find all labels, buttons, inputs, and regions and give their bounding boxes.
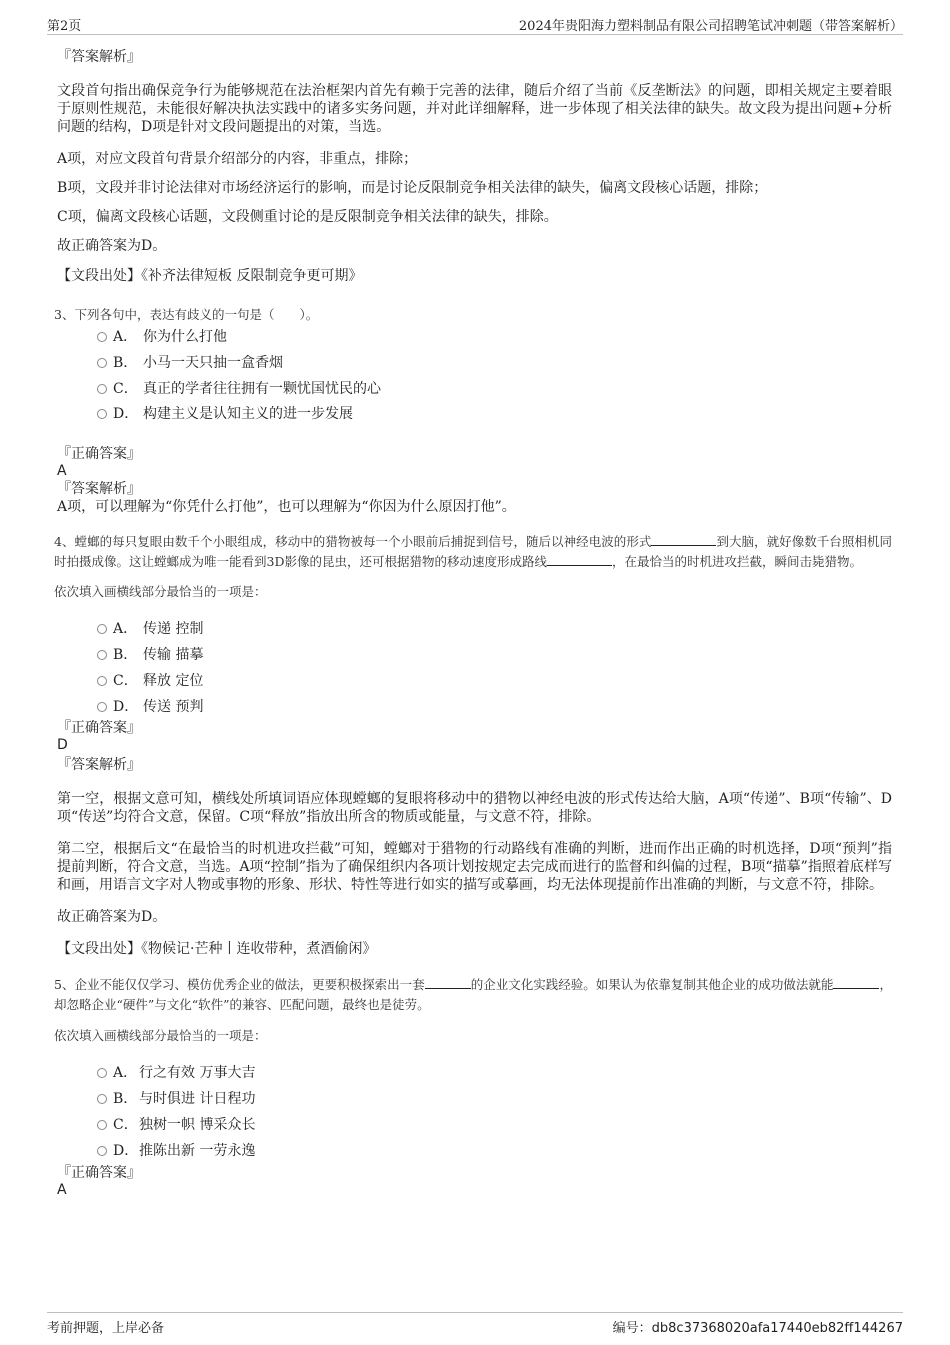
q3-answer: A (57, 463, 67, 480)
radio-button[interactable] (97, 1146, 107, 1156)
q4-answer-label: 『正确答案』 (57, 720, 141, 737)
radio-button[interactable] (97, 676, 107, 686)
q4-option-d[interactable]: D． 传送 预判 (57, 696, 892, 722)
radio-button[interactable] (97, 624, 107, 634)
q4-options (57, 618, 892, 721)
q5-option-d[interactable]: D．推陈出新 一劳永逸 (57, 1140, 892, 1166)
q4-option-b[interactable]: B． 传输 描摹 (57, 644, 892, 670)
q4-prompt: 依次填入画横线部分最恰当的一项是： (54, 584, 267, 600)
q4-option-a[interactable]: A． 传递 控制 (57, 618, 892, 644)
fill-blank (425, 975, 471, 989)
document-code: 编号：db8c37368020afa17440eb82ff144267 (612, 1321, 903, 1336)
q3-analysis: A项，可以理解为“你凭什么打他”，也可以理解为“你因为什么原因打他”。 (57, 499, 516, 516)
q3-option-a[interactable]: A． 你为什么打他 (57, 326, 892, 352)
q5-answer-label: 『正确答案』 (57, 1164, 141, 1181)
q2-analysis-label: 『答案解析』 (57, 49, 141, 65)
q4-analysis-paragraph: 第一空，根据文意可知，横线处所填词语应体现螳螂的复眼将移动中的猎物以神经电波的形式传达给大脑，A项“传递”、B项“传输”、D项“传送”均符合文意，保留。C项“释放”指放出所含的物质或能量，与文意不符，排除。 (57, 791, 892, 826)
q4-option-c[interactable]: C． 释放 定位 (57, 670, 892, 696)
radio-button[interactable] (97, 702, 107, 712)
q4-analysis-paragraph: 第二空，根据后文“在最恰当的时机进攻拦截”可知，螳螂对于猎物的行动路线有准确的判断，进而作出正确的时机选择，D项“预判”指提前判断，符合文意，当选。A项“控制”指为了确保组织内各项计划按规定去完成而进行的监督和纠偏的过程，B项“描摹”指照着底样写和画，用语言文字对人物或事物的形象、形状、特性等进行如实的描写或摹画，均无法体现提前作出准确的判断，与文意不符，排除。 (57, 841, 892, 894)
page-content (54, 47, 892, 1199)
q3-option-b[interactable]: B． 小马一天只抽一盒香烟 (57, 352, 892, 378)
radio-button[interactable] (97, 650, 107, 660)
q4-stem: 4、螳螂的每只复眼由数千个小眼组成，移动中的猎物被每一个小眼前后捕捉到信号，随后以神经电波的形式 到大脑，就好像数千台照相机同时拍摄成像。这让螳螂成为唯一能看到3D影像的昆虫，还可根据猎物的移动速度形成路线 ，在最恰当的时机进攻拦截，瞬间击毙猎物。 (54, 534, 892, 570)
q5-prompt: 依次填入画横线部分最恰当的一项是： (54, 1028, 267, 1044)
q4-answer: D (57, 737, 68, 754)
radio-button[interactable] (97, 332, 107, 342)
q3-option-c[interactable]: C． 真正的学者往往拥有一颗忧国忧民的心 (57, 378, 892, 404)
footer-slogan: 考前押题，上岸必备 (47, 1321, 165, 1336)
q2-analysis-paragraph: B项，文段并非讨论法律对市场经济运行的影响，而是讨论反限制竞争相关法律的缺失，偏离文段核心话题，排除； (57, 180, 768, 196)
q5-options (57, 1062, 892, 1165)
q3-options (57, 326, 892, 429)
q5-stem: 5、企业不能仅仅学习、模仿优秀企业的做法，更要积极探索出一套 的企业文化实践经验。如果认为依靠复制其他企业的成功做法就能 ，却忽略企业“硬件”与文化“软件”的兼容、匹配问题，最终也是徒劳。 (54, 977, 892, 1013)
page-number: 第2页 (47, 19, 82, 34)
fill-blank (833, 975, 879, 989)
q5-option-c[interactable]: C．独树一帜 博采众长 (57, 1114, 892, 1140)
fill-blank (547, 552, 612, 566)
q2-analysis-paragraph: C项，偏离文段核心话题，文段侧重讨论的是反限制竞争相关法律的缺失，排除。 (57, 209, 558, 225)
q3-stem: 3、下列各句中，表达有歧义的一句是（ ）。 (54, 307, 319, 322)
q2-analysis-paragraph: 文段首句指出确保竞争行为能够规范在法治框架内首先有赖于完善的法律，随后介绍了当前《反垄断法》的问题，即相关规定主要着眼于原则性规范，未能很好解决执法实践中的诸多实务问题，并对此详细解释，进一步体现了相关法律的缺失。故文段为提出问题+分析问题的结构，D项是针对文段问题提出的对策，当选。 (57, 83, 892, 135)
document-title: 2024年贵阳海力塑料制品有限公司招聘笔试冲刺题（带答案解析） (518, 19, 903, 34)
q5-option-a[interactable]: A． 行之有效 万事大吉 (57, 1062, 892, 1088)
q4-analysis-label: 『答案解析』 (57, 757, 141, 774)
q4-source: 【文段出处】《物候记·芒种丨连收带种，煮酒偷闲》 (57, 941, 377, 958)
q4-analysis-paragraph: 故正确答案为D。 (57, 909, 167, 926)
radio-button[interactable] (97, 1068, 107, 1078)
q2-analysis-paragraph: A项，对应文段首句背景介绍部分的内容，非重点，排除； (57, 151, 418, 167)
radio-button[interactable] (97, 409, 107, 419)
fill-blank (651, 532, 716, 546)
q3-option-d[interactable]: D． 构建主义是认知主义的进一步发展 (57, 403, 892, 429)
q2-analysis-paragraph: 故正确答案为D。 (57, 238, 167, 254)
radio-button[interactable] (97, 384, 107, 394)
radio-button[interactable] (97, 1120, 107, 1130)
q3-analysis-label: 『答案解析』 (57, 481, 141, 498)
radio-button[interactable] (97, 358, 107, 368)
radio-button[interactable] (97, 1094, 107, 1104)
page-header (47, 14, 903, 35)
q5-answer: A (57, 1181, 67, 1198)
q2-source: 【文段出处】《补齐法律短板 反限制竞争更可期》 (57, 268, 363, 284)
q5-option-b[interactable]: B． 与时俱进 计日程功 (57, 1088, 892, 1114)
q3-answer-label: 『正确答案』 (57, 446, 141, 463)
page-footer (47, 1312, 903, 1335)
